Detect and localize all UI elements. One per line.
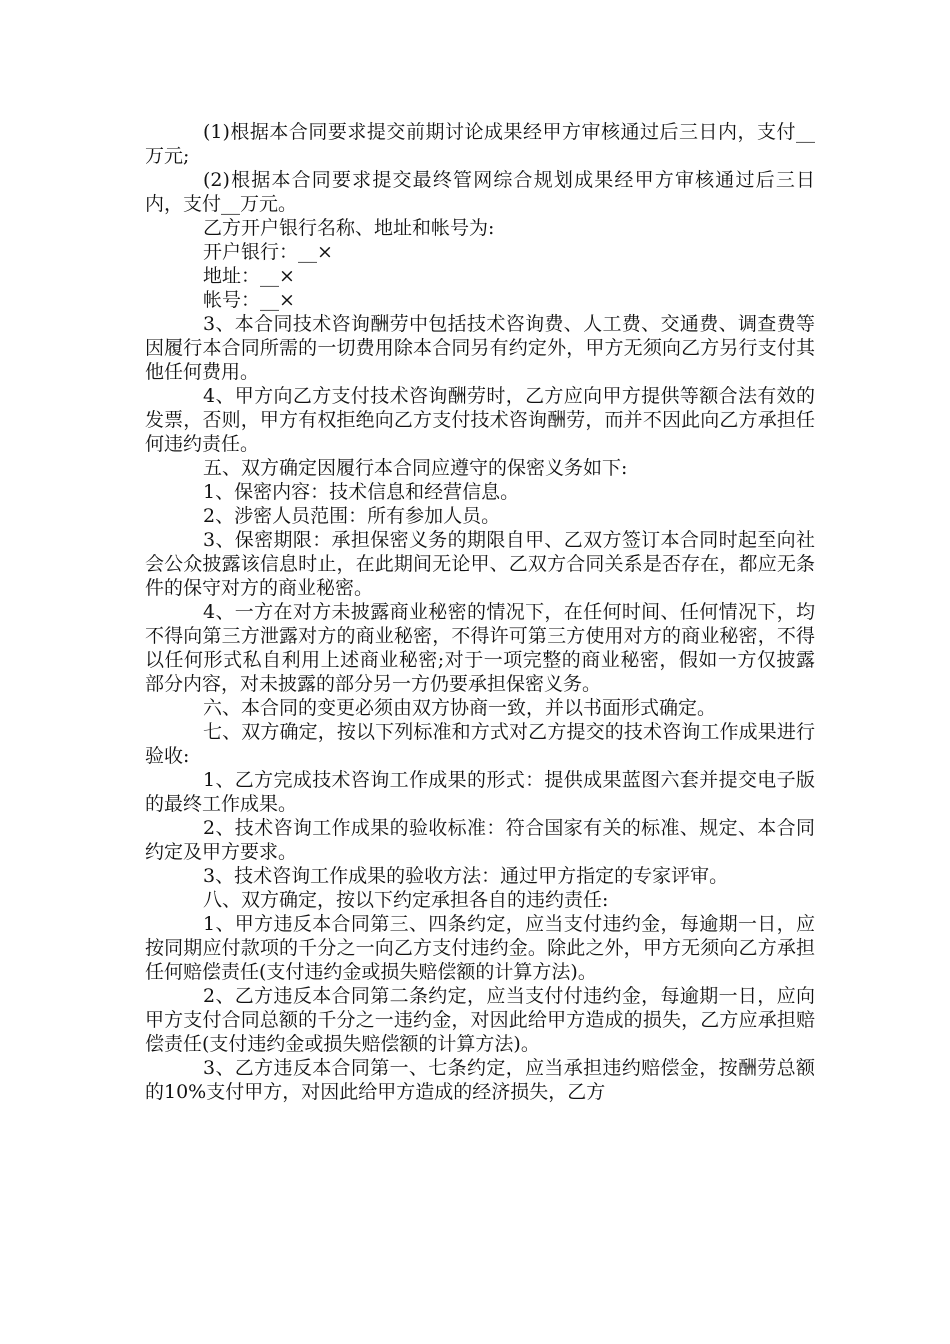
section-heading-liability: 八、双方确定，按以下约定承担各自的违约责任:: [203, 889, 609, 911]
paragraph-liability-party-a: 1、甲方违反本合同第三、四条约定，应当支付违约金，每逾期一日，应按同期应付款项的千分之一向乙方支付违约金。除此之外，甲方无须向乙方承担任何赔偿责任(支付违约金或损失赔偿额的计算方法)。: [145, 913, 815, 983]
paragraph-confidential-personnel: 2、涉密人员范围：所有参加人员。: [203, 505, 501, 527]
paragraph-invoice: 4、甲方向乙方支付技术咨询酬劳时，乙方应向甲方提供等额合法有效的发票，否则，甲方有权拒绝向乙方支付技术咨询酬劳，而并不因此向乙方承担任何违约责任。: [145, 385, 815, 455]
paragraph-confidential-content: 1、保密内容：技术信息和经营信息。: [203, 481, 520, 503]
paragraph-bank-account: 帐号：__×: [203, 289, 295, 311]
paragraph-payment-2: (2)根据本合同要求提交最终管网综合规划成果经甲方审核通过后三日内，支付__万元。: [145, 169, 815, 215]
paragraph-bank-address: 地址：__×: [203, 265, 295, 287]
paragraph-liability-party-b: 2、乙方违反本合同第二条约定，应当支付付违约金，每逾期一日，应向甲方支付合同总额的千分之一违约金，对因此给甲方造成的损失，乙方应承担赔偿责任(支付违约金或损失赔偿额的计算方法)。: [145, 985, 815, 1055]
paragraph-acceptance-method: 3、技术咨询工作成果的验收方法：通过甲方指定的专家评审。: [203, 865, 729, 887]
section-heading-confidentiality: 五、双方确定因履行本合同应遵守的保密义务如下:: [203, 457, 628, 479]
paragraph-payment-1: (1)根据本合同要求提交前期讨论成果经甲方审核通过后三日内，支付__万元;: [145, 121, 815, 167]
section-heading-acceptance: 七、双方确定，按以下列标准和方式对乙方提交的技术咨询工作成果进行验收:: [145, 721, 815, 767]
paragraph-bank-intro: 乙方开户银行名称、地址和帐号为:: [203, 217, 495, 239]
section-heading-amendment: 六、本合同的变更必须由双方协商一致，并以书面形式确定。: [203, 697, 717, 719]
paragraph-acceptance-standard: 2、技术咨询工作成果的验收标准：符合国家有关的标准、规定、本合同约定及甲方要求。: [145, 817, 815, 863]
paragraph-liability-party-b-2: 3、乙方违反本合同第一、七条约定，应当承担违约赔偿金，按酬劳总额的10%支付甲方，对因此给甲方造成的经济损失，乙方: [145, 1057, 815, 1103]
document-body: [145, 120, 815, 1104]
paragraph-confidential-period: 3、保密期限：承担保密义务的期限自甲、乙双方签订本合同时起至向社会公众披露该信息时止，在此期间无论甲、乙双方合同关系是否存在，都应无条件的保守对方的商业秘密。: [145, 529, 815, 599]
paragraph-confidential-disclosure: 4、一方在对方未披露商业秘密的情况下，在任何时间、任何情况下，均不得向第三方泄露对方的商业秘密，不得许可第三方使用对方的商业秘密，不得以任何形式私自利用上述商业秘密;对于一项完整的商业秘密，假如一方仅披露部分内容，对未披露的部分另一方仍要承担保密义务。: [145, 601, 815, 695]
paragraph-fee-scope: 3、本合同技术咨询酬劳中包括技术咨询费、人工费、交通费、调查费等因履行本合同所需的一切费用除本合同另有约定外，甲方无须向乙方另行支付其他任何费用。: [145, 313, 815, 383]
paragraph-acceptance-form: 1、乙方完成技术咨询工作成果的形式：提供成果蓝图六套并提交电子版的最终工作成果。: [145, 769, 815, 815]
paragraph-bank-name: 开户银行：__×: [203, 241, 333, 263]
